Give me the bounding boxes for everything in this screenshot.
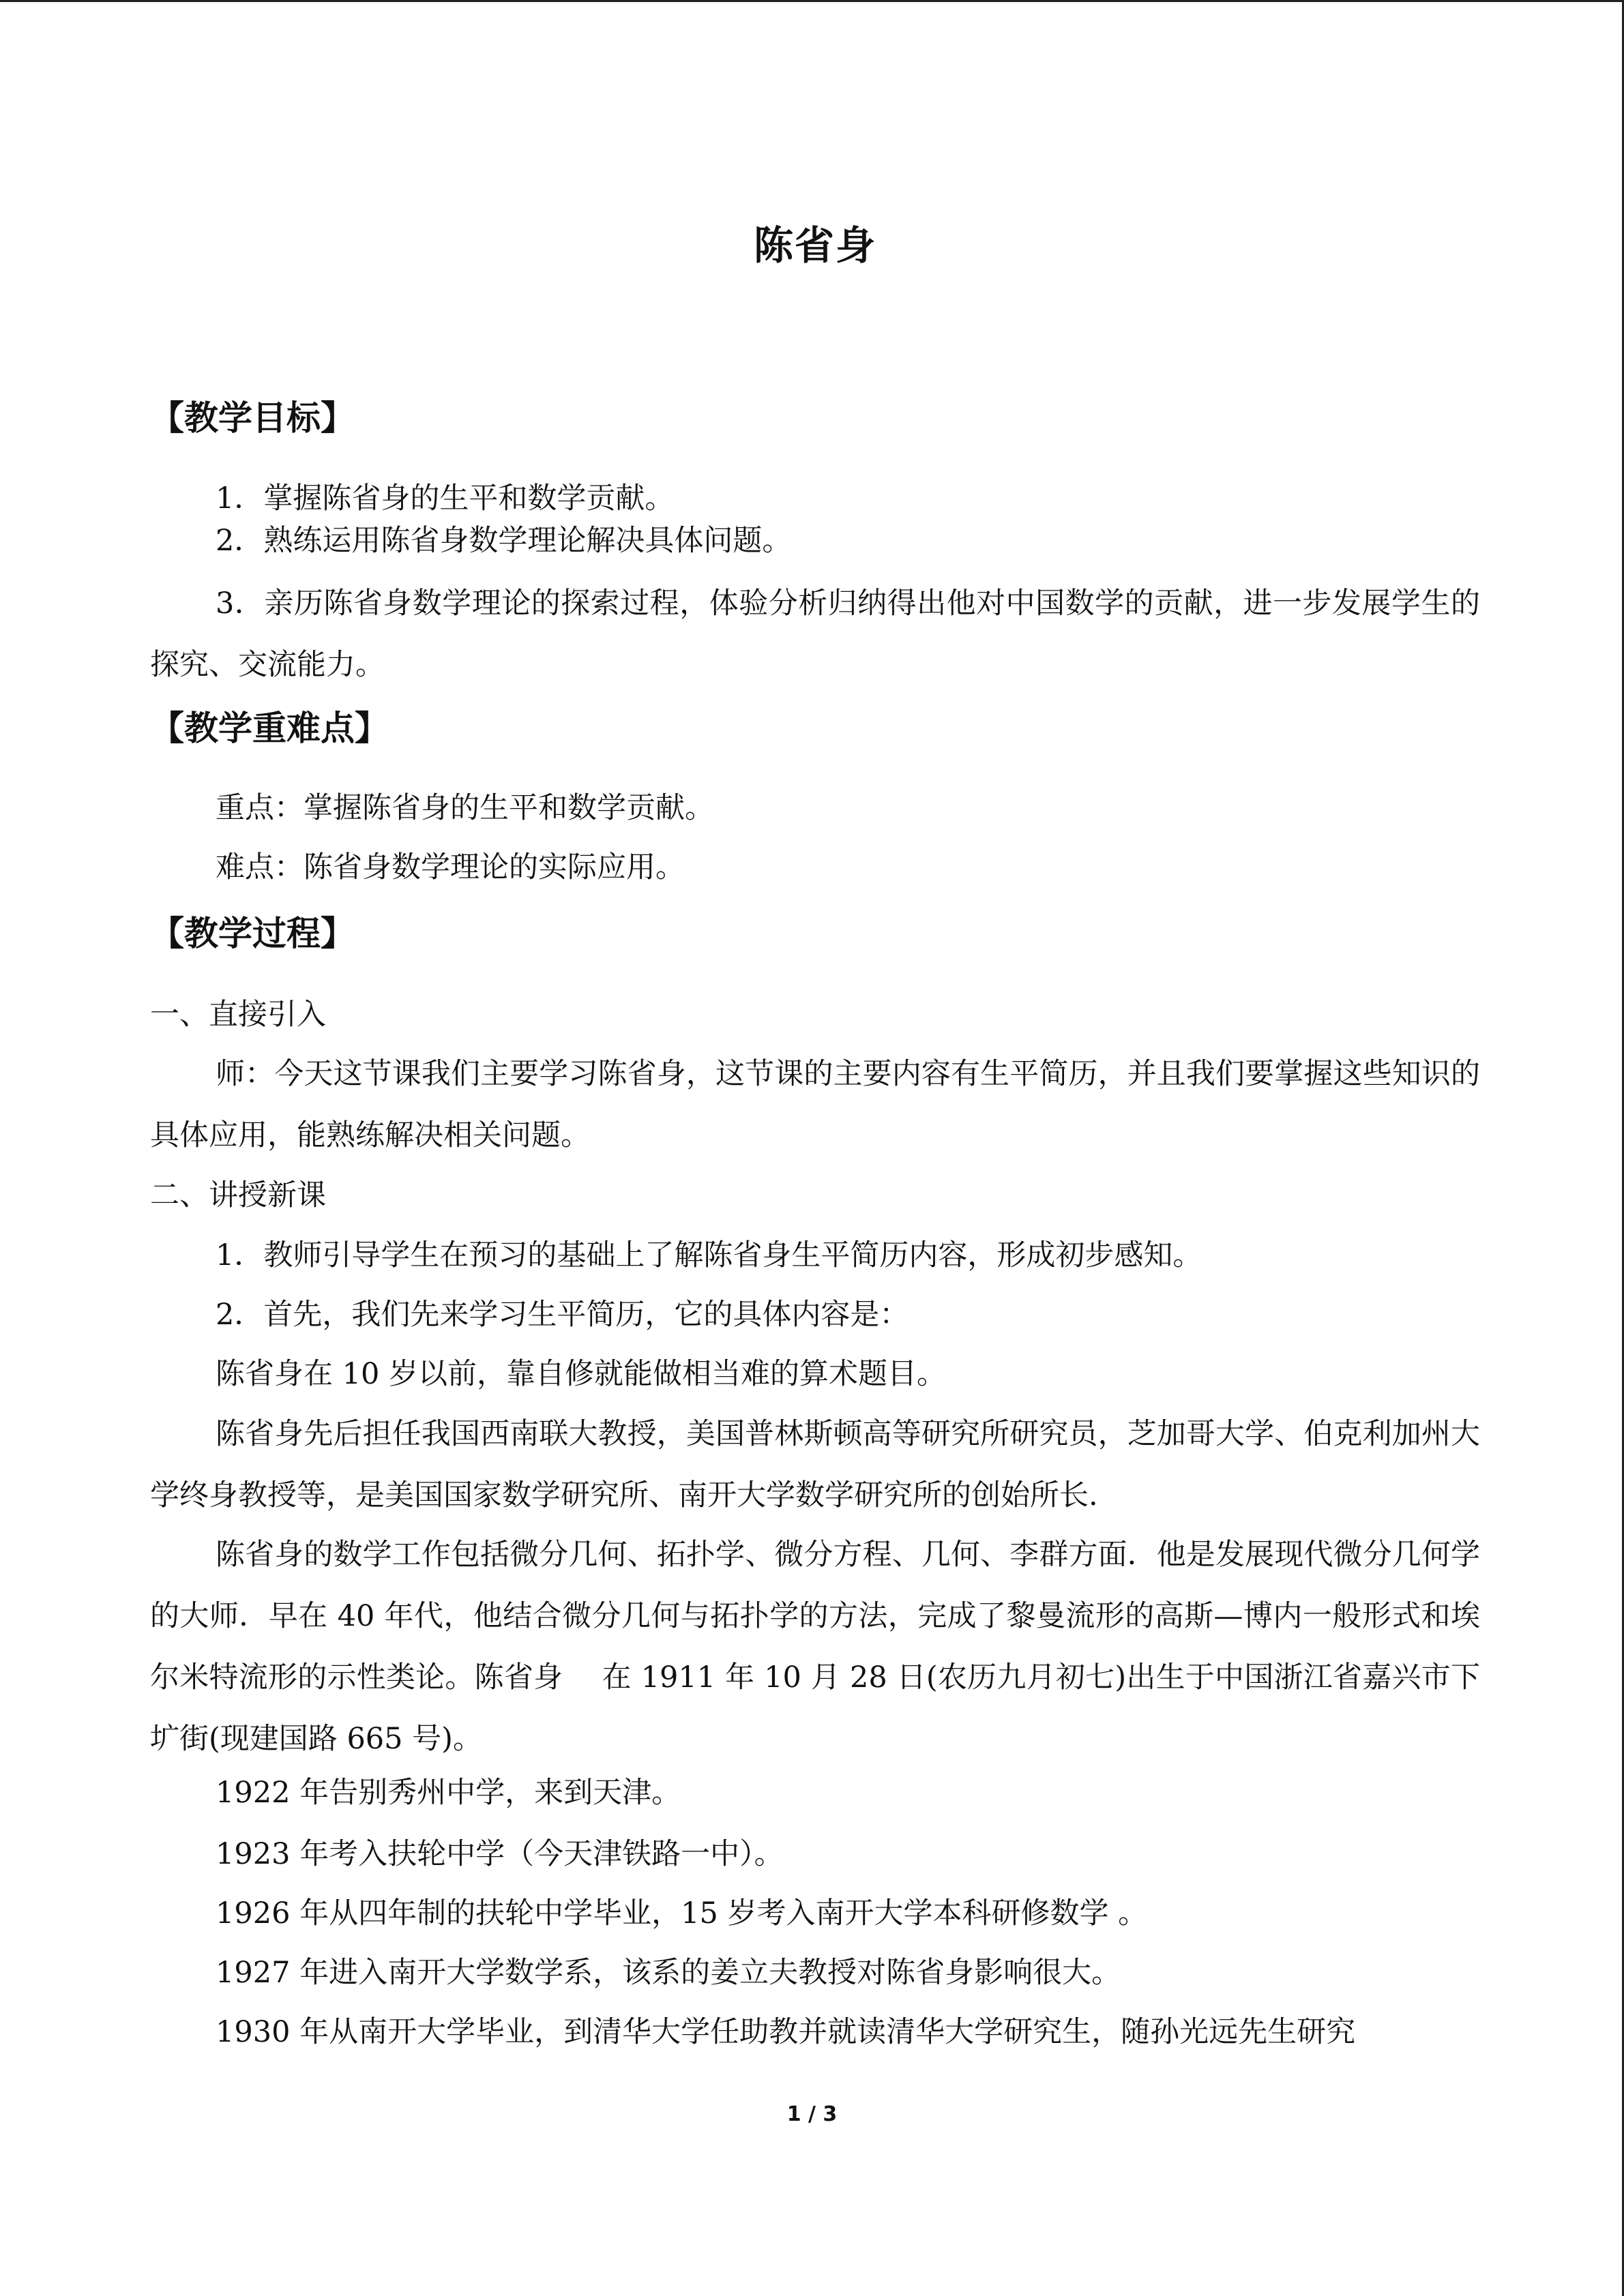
year-1927: 1927 年进入南开大学数学系，该系的姜立夫教授对陈省身影响很大。: [216, 1956, 1121, 1990]
heading-process: 【教学过程】: [150, 914, 355, 953]
heading-keypoints: 【教学重难点】: [150, 709, 389, 748]
heading-goals: 【教学目标】: [150, 398, 355, 438]
key-point: 重点：掌握陈省身的生平和数学贡献。: [216, 791, 714, 825]
year-1923: 1923 年考入扶轮中学（今天津铁路一中）。: [216, 1837, 784, 1871]
goal-1: 1．掌握陈省身的生平和数学贡献。: [216, 481, 675, 516]
goal-3: 3．亲历陈省身数学理论的探索过程，体验分析归纳得出他对中国数学的贡献，进一步发展学生的探究、交流能力。: [150, 586, 1480, 682]
goal-2: 2．熟练运用陈省身数学理论解决具体问题。: [216, 524, 792, 558]
bio-work: 陈省身的数学工作包括微分几何、拓扑学、微分方程、几何、李群方面．他是发展现代微分几何学的大师．早在 40 年代，他结合微分几何与拓扑学的方法，完成了黎曼流形的高斯—博内一般形式和埃尔米特流形的示性类论。陈省身 在 1911 年 10 月 28 日(农历九月初七)出生于中国浙江省嘉兴市下圹街(现建国路 665 号)。: [150, 1538, 1480, 1756]
difficult-point: 难点：陈省身数学理论的实际应用。: [216, 850, 685, 884]
year-1926: 1926 年从四年制的扶轮中学毕业，15 岁考入南开大学本科研修数学 。: [216, 1896, 1148, 1930]
step-2: 2．首先，我们先来学习生平简历，它的具体内容是：: [216, 1298, 909, 1332]
bio-childhood: 陈省身在 10 岁以前，靠自修就能做相当难的算术题目。: [216, 1357, 947, 1391]
page-title: 陈省身: [753, 222, 876, 269]
step-1: 1．教师引导学生在预习的基础上了解陈省身生平简历内容，形成初步感知。: [216, 1238, 1202, 1272]
year-1922: 1922 年告别秀州中学，来到天津。: [216, 1776, 681, 1810]
bio-positions: 陈省身先后担任我国西南联大教授，美国普林斯顿高等研究所研究员，芝加哥大学、伯克利加州大学终身教授等，是美国国家数学研究所、南开大学数学研究所的创始所长.: [150, 1417, 1480, 1512]
section-new-lesson: 二、讲授新课: [150, 1178, 326, 1212]
teacher-intro: 师：今天这节课我们主要学习陈省身，这节课的主要内容有生平简历，并且我们要掌握这些知识的具体应用，能熟练解决相关问题。: [150, 1057, 1480, 1152]
section-direct-intro: 一、直接引入: [150, 998, 326, 1032]
page-number: 1 / 3: [786, 2102, 838, 2126]
year-1930: 1930 年从南开大学毕业，到清华大学任助教并就读清华大学研究生，随孙光远先生研究: [216, 2015, 1356, 2049]
